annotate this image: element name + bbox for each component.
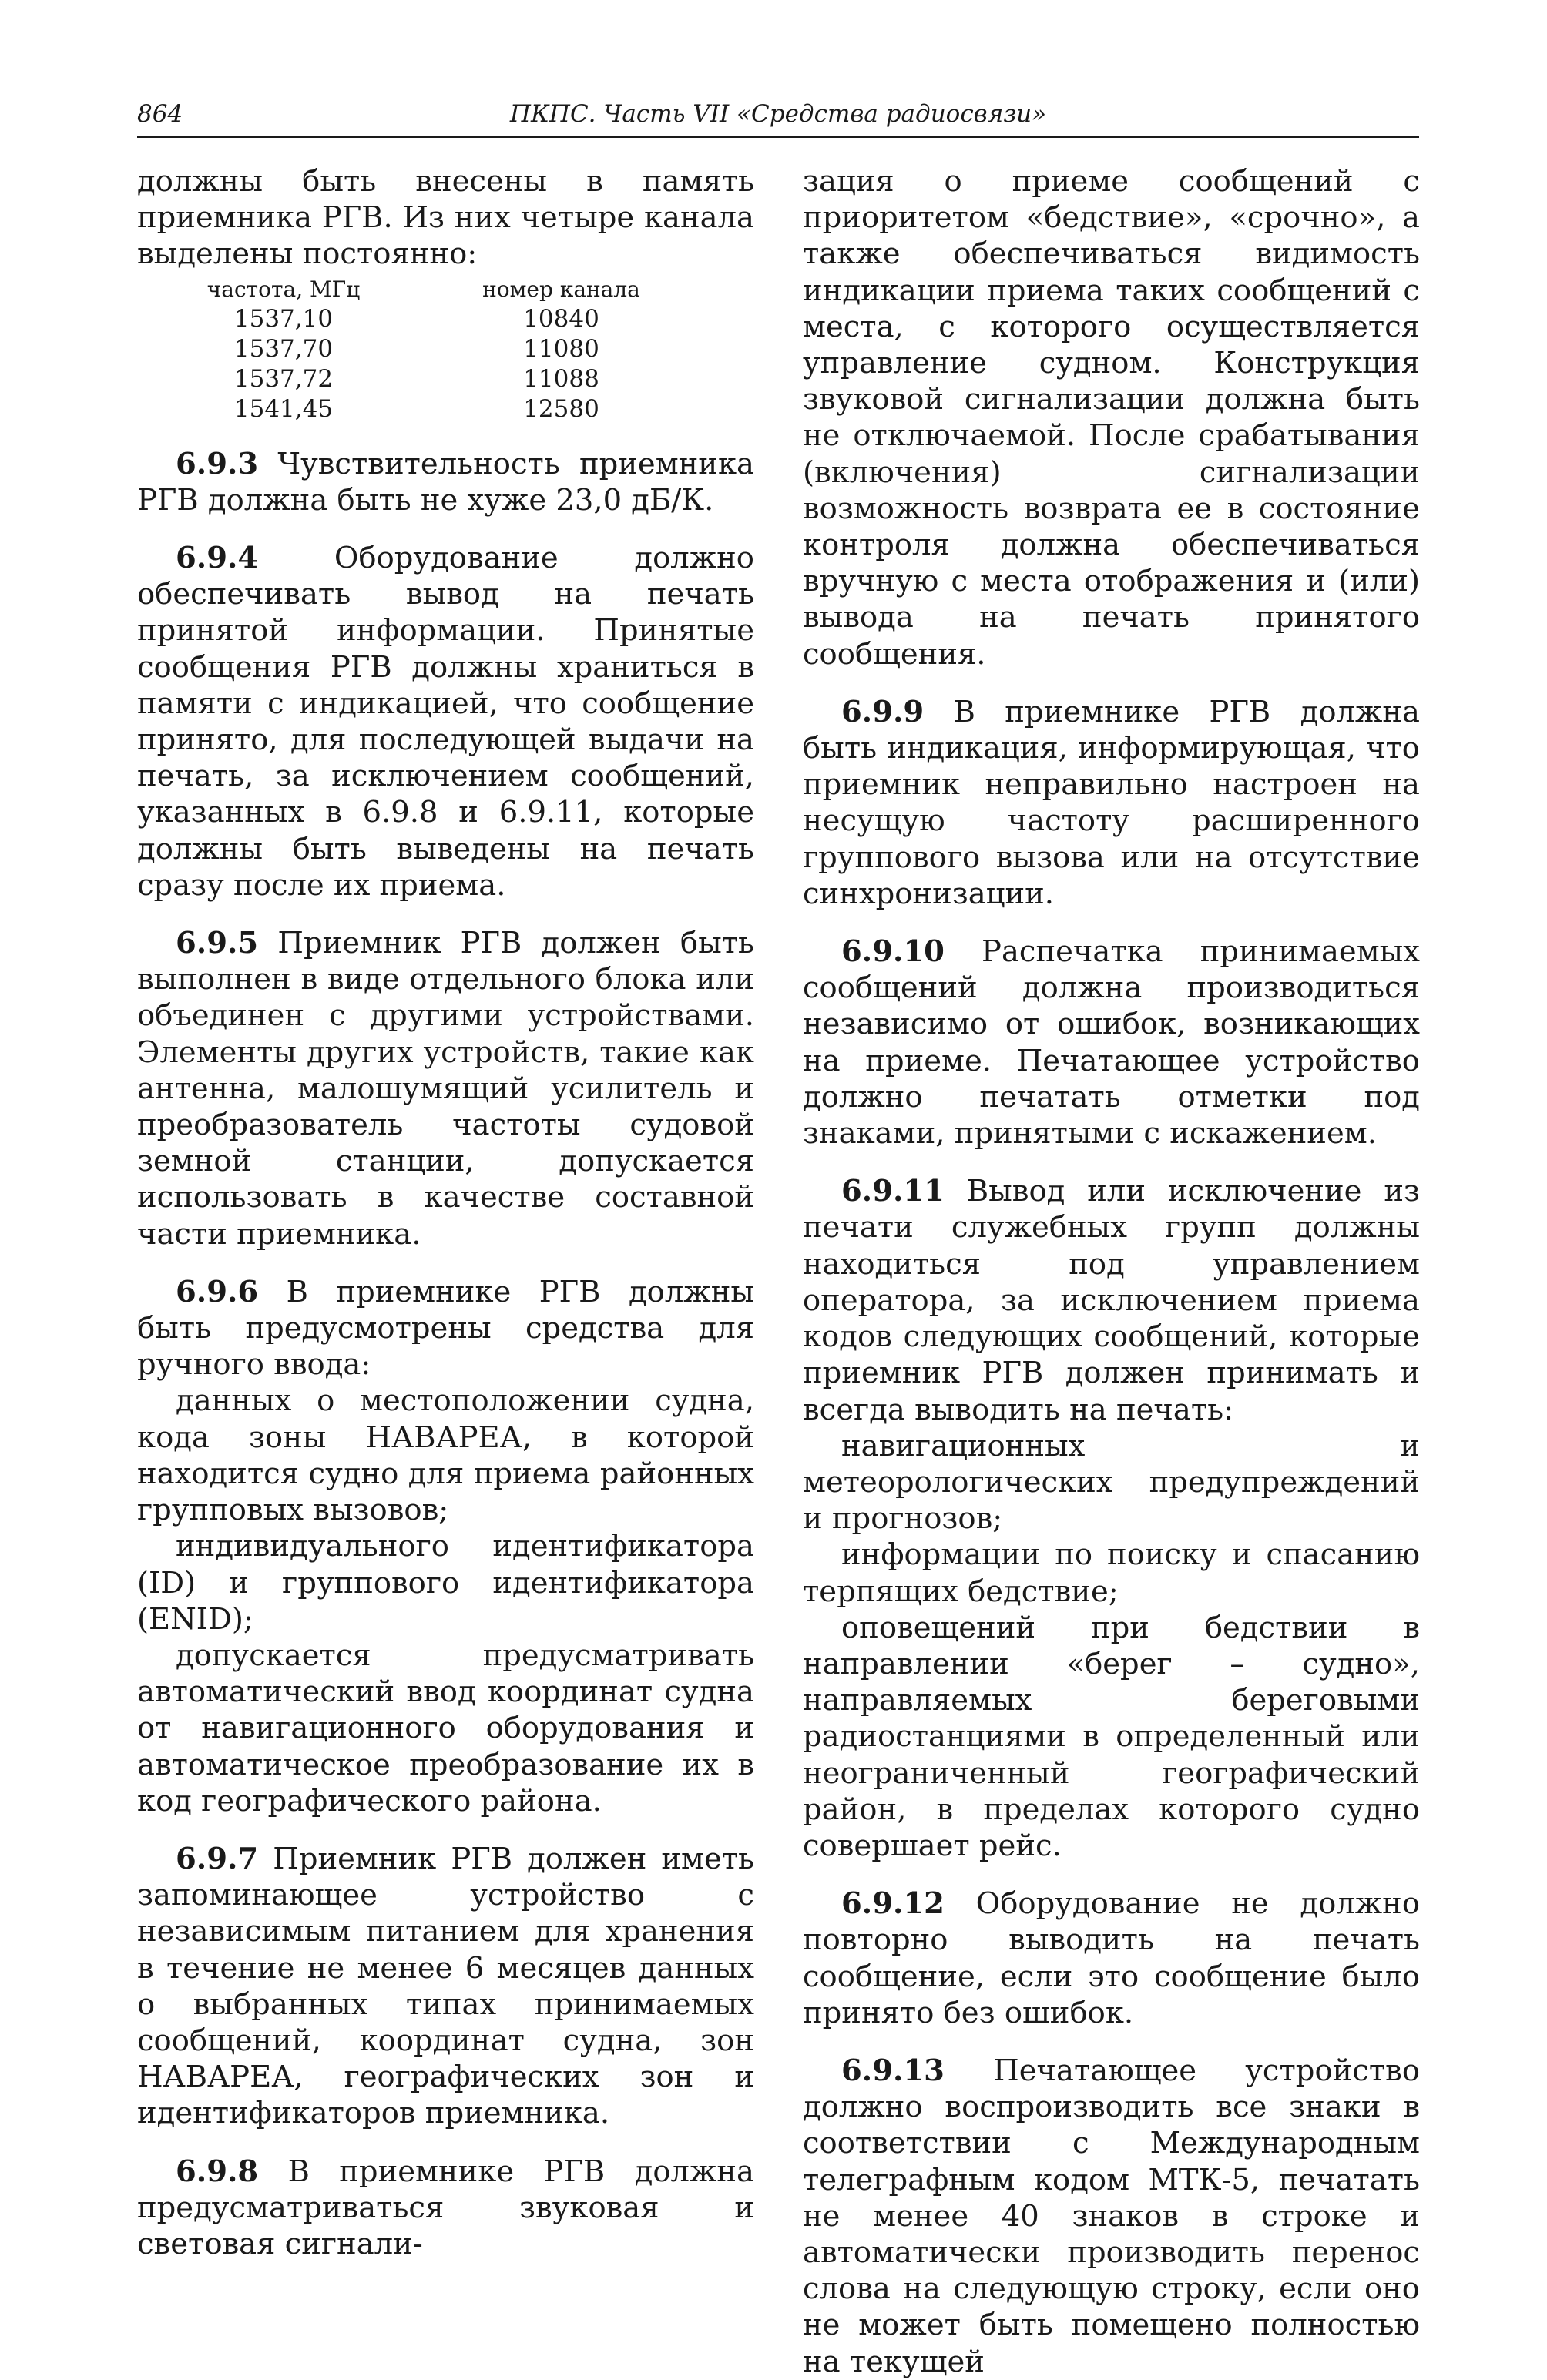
list-item: оповещений при бедствии в направлении «берег – судно», направляемых береговыми радиостанциями в определенный или неограниченный географический район, в пределах которого судно совершает рейс. (803, 1610, 1420, 1863)
table-row (137, 334, 754, 364)
table-cell: 1537,70 (233, 334, 334, 363)
section-text: Оборудование не должно повторно выводить на печать сообщение, если это сообщение было принято без ошибок. (803, 1886, 1420, 2030)
section-text: Вывод или исключение из печати служебных групп должны находиться под управлением оператора, за исключением приема кодов следующих сообщений, которые приемник РГВ должен принимать и всегда выводить на печать: (803, 1174, 1420, 1427)
section-text: Приемник РГВ должен быть выполнен в виде отдельного блока или объединен с другими устройствами. Элементы других устройств, такие как антенна, малошумящий усилитель и преобразователь частоты судовой земной станции, допускается использовать в качестве составной части приемника. (137, 926, 754, 1252)
section-number: 6.9.3 (176, 446, 259, 481)
page-number: 864 (137, 100, 183, 128)
section-number: 6.9.13 (841, 2053, 945, 2088)
section-text: Чувствительность приемника РГВ должна быть не хуже 23,0 дБ/К. (137, 446, 754, 518)
section-number: 6.9.8 (176, 2154, 259, 2189)
list-item: данных о местоположении судна, кода зоны НАВАРЕА, в которой находится судно для приема районных групповых вызовов; (137, 1383, 754, 1528)
section-text: Приемник РГВ должен иметь запоминающее устройство с независимым питанием для хранения в течение не менее 6 месяцев данных о выбранных типах принимаемых сообщений, координат судна, зон НАВАРЕА, географических зон и идентификаторов приемника. (137, 1841, 754, 2131)
section-6-9-9 (803, 694, 1420, 912)
section-6-9-11 (803, 1173, 1420, 1427)
table-cell: 1537,72 (233, 364, 334, 393)
section-number: 6.9.5 (176, 926, 259, 961)
table-cell: 11088 (523, 364, 599, 393)
section-number: 6.9.7 (176, 1841, 259, 1876)
list-item: индивидуального идентификатора (ID) и группового идентификатора (ENID); (137, 1529, 754, 1637)
section-number: 6.9.9 (841, 694, 925, 729)
section-number: 6.9.6 (176, 1274, 259, 1309)
continuation-paragraph: зация о приеме сообщений с приоритетом «бедствие», «срочно», а также обеспечиваться видимость индикации приема таких сообщений с места, с которого осуществляется управление судном. Конструкция звуковой сигнализации должна быть не отключаемой. После срабатывания (включения) сигнализации возможность возврата ее в состояние контроля должна обеспечиваться вручную с места отображения и (или) вывода на печать принятого сообщения. (803, 164, 1420, 672)
section-6-9-8 (137, 2154, 754, 2263)
section-number: 6.9.11 (841, 1174, 945, 1209)
table-header-row (137, 274, 754, 304)
section-text: Распечатка принимаемых сообщений должна производиться независимо от ошибок, возникающих на приеме. Печатающее устройство должно печатать отметки под знаками, принятыми с искажением. (803, 934, 1420, 1151)
right-column (803, 163, 1420, 2380)
running-title: ПКПС. Часть VII «Средства радиосвязи» (509, 100, 1047, 128)
table-header-channel: номер канала (482, 276, 640, 302)
section-number: 6.9.12 (841, 1886, 945, 1922)
frequency-table (137, 274, 754, 424)
section-6-9-3 (137, 446, 754, 518)
list-item: навигационных и метеорологических предупреждений и прогнозов; (803, 1428, 1420, 1537)
table-row (137, 304, 754, 334)
section-text: В приемнике РГВ должна быть индикация, информирующая, что приемник неправильно настроен на несущую частоту расширенного группового вызова или на отсутствие синхронизации. (803, 694, 1420, 911)
section-text: В приемнике РГВ должна предусматриваться звуковая и световая сигнали- (137, 2154, 754, 2261)
list-item: допускается предусматривать автоматический ввод координат судна от навигационного оборудования и автоматическое преобразование их в код географического района. (137, 1638, 754, 1819)
section-6-9-7 (137, 1841, 754, 2132)
section-6-9-4 (137, 540, 754, 903)
section-text: Оборудование должно обеспечивать вывод на печать принятой информации. Принятые сообщения РГВ должны храниться в памяти с индикацией, что сообщение принято, для последующей выдачи на печать, за исключением сообщений, указанных в 6.9.8 и 6.9.11, которые должны быть выведены на печать сразу после их приема. (137, 541, 754, 903)
list-item: информации по поиску и спасанию терпящих бедствие; (803, 1537, 1420, 1609)
table-cell: 10840 (523, 304, 599, 333)
table-cell: 1537,10 (233, 304, 334, 333)
table-cell: 12580 (523, 394, 599, 423)
section-6-9-13 (803, 2053, 1420, 2380)
table-row (137, 364, 754, 394)
section-text: В приемнике РГВ должны быть предусмотрены средства для ручного ввода: (137, 1274, 754, 1383)
table-cell: 1541,45 (233, 394, 334, 423)
section-6-9-10 (803, 934, 1420, 1151)
table-cell: 11080 (523, 334, 599, 363)
table-row (137, 394, 754, 424)
section-number: 6.9.4 (176, 541, 259, 576)
section-6-9-5 (137, 925, 754, 1252)
section-6-9-6 (137, 1274, 754, 1383)
section-text: Печатающее устройство должно воспроизводить все знаки в соответствии с Международным телеграфным кодом МТК-5, печатать не менее 40 знаков в строке и автоматически производить перенос слова на следующую строку, если оно не может быть помещено полностью на текущей (803, 2053, 1420, 2379)
left-column (137, 163, 754, 2262)
section-6-9-12 (803, 1886, 1420, 2031)
intro-paragraph: должны быть внесены в память приемника РГВ. Из них четыре канала выделены постоянно: (137, 164, 754, 272)
table-header-frequency: частота, МГц (206, 276, 361, 302)
section-number: 6.9.10 (841, 934, 945, 970)
page-header (137, 97, 1419, 138)
